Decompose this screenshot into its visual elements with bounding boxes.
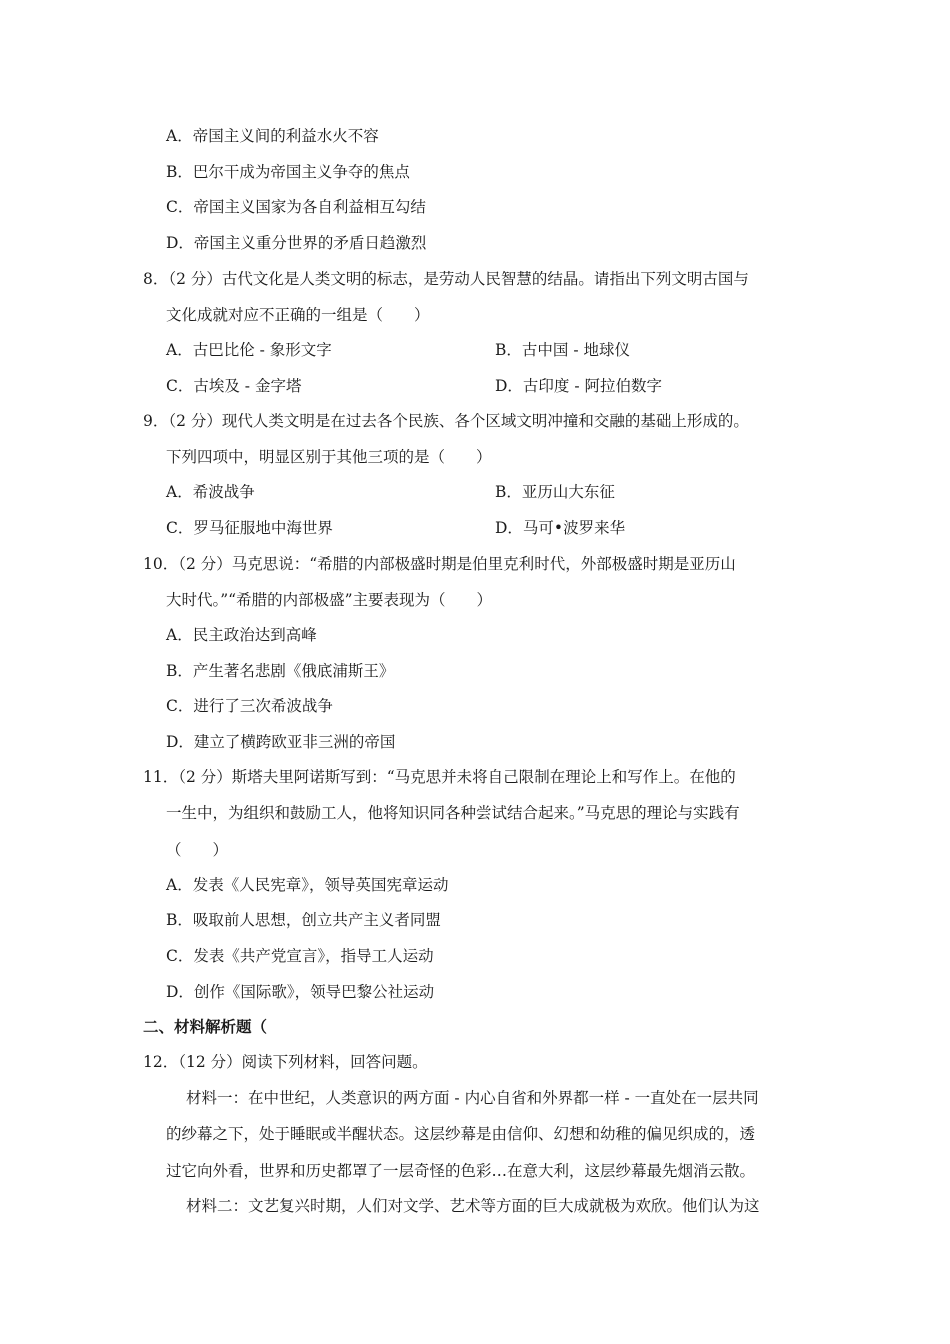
q12-material1-line3: 过它向外看，世界和历史都罩了一层奇怪的色彩…在意大利，这层纱幕最先烟消云散。 bbox=[166, 1162, 756, 1180]
q12-material2-line1: 材料二：文艺复兴时期，人们对文学、艺术等方面的巨大成就极为欢欣。他们认为这 bbox=[186, 1197, 760, 1215]
q10-stem-line1: 10．（2 分）马克思说：“希腊的内部极盛时期是伯里克利时代，外部极盛时期是亚历山 bbox=[143, 555, 736, 573]
q12-stem: 12．（12 分）阅读下列材料，回答问题。 bbox=[143, 1053, 428, 1071]
q8-option-c: C．古埃及 - 金字塔 bbox=[166, 377, 302, 395]
q9-stem-line2: 下列四项中，明显区别于其他三项的是（ ） bbox=[166, 448, 492, 466]
q11-stem-line2: 一生中，为组织和鼓励工人，他将知识同各种尝试结合起来。”马克思的理论与实践有 bbox=[166, 804, 740, 822]
q7-option-d: D．帝国主义重分世界的矛盾日趋激烈 bbox=[166, 234, 427, 252]
q7-option-a: A．帝国主义间的利益水火不容 bbox=[166, 127, 379, 145]
q10-option-a: A．民主政治达到高峰 bbox=[166, 626, 317, 644]
q11-option-b: B．吸取前人思想，创立共产主义者同盟 bbox=[166, 911, 441, 929]
q12-material1-line1: 材料一：在中世纪，人类意识的两方面 - 内心自省和外界都一样 - 一直处在一层共同 bbox=[186, 1089, 759, 1107]
q11-option-c: C．发表《共产党宣言》，指导工人运动 bbox=[166, 947, 434, 965]
q8-stem-line1: 8．（2 分）古代文化是人类文明的标志，是劳动人民智慧的结晶。请指出下列文明古国与 bbox=[143, 270, 749, 288]
q10-option-d: D．建立了横跨欧亚非三洲的帝国 bbox=[166, 733, 396, 751]
q9-stem-line1: 9．（2 分）现代人类文明是在过去各个民族、各个区域文明冲撞和交融的基础上形成的。 bbox=[143, 412, 749, 430]
q10-option-b: B．产生著名悲剧《俄底浦斯王》 bbox=[166, 662, 395, 680]
q11-stem-line3: （ ） bbox=[166, 841, 229, 859]
q8-option-b: B．古中国 - 地球仪 bbox=[495, 341, 630, 359]
q11-option-d: D．创作《国际歌》，领导巴黎公社运动 bbox=[166, 983, 435, 1001]
q8-stem-line2: 文化成就对应不正确的一组是（ ） bbox=[166, 306, 430, 324]
q10-stem-line2: 大时代。”“希腊的内部极盛”主要表现为（ ） bbox=[166, 591, 493, 609]
q10-option-c: C．进行了三次希波战争 bbox=[166, 697, 333, 715]
q8-option-d: D．古印度 - 阿拉伯数字 bbox=[495, 377, 663, 395]
q11-option-a: A．发表《人民宪章》，领导英国宪章运动 bbox=[166, 876, 449, 894]
q12-material1-line2: 的纱幕之下，处于睡眠或半醒状态。这层纱幕是由信仰、幻想和幼稚的偏见织成的，透 bbox=[166, 1125, 756, 1143]
q9-option-b: B．亚历山大东征 bbox=[495, 483, 615, 501]
q7-option-b: B．巴尔干成为帝国主义争夺的焦点 bbox=[166, 163, 410, 181]
section2-title: 二、材料解析题（ bbox=[143, 1017, 268, 1036]
q8-option-a: A．古巴比伦 - 象形文字 bbox=[166, 341, 332, 359]
q7-option-c: C．帝国主义国家为各自利益相互勾结 bbox=[166, 198, 426, 216]
q9-option-c: C．罗马征服地中海世界 bbox=[166, 519, 333, 537]
q9-option-d: D．马可•波罗来华 bbox=[495, 519, 626, 537]
q11-stem-line1: 11．（2 分）斯塔夫里阿诺斯写到：“马克思并未将自己限制在理论上和写作上。在他的 bbox=[143, 768, 736, 786]
q9-option-a: A．希波战争 bbox=[166, 483, 255, 501]
